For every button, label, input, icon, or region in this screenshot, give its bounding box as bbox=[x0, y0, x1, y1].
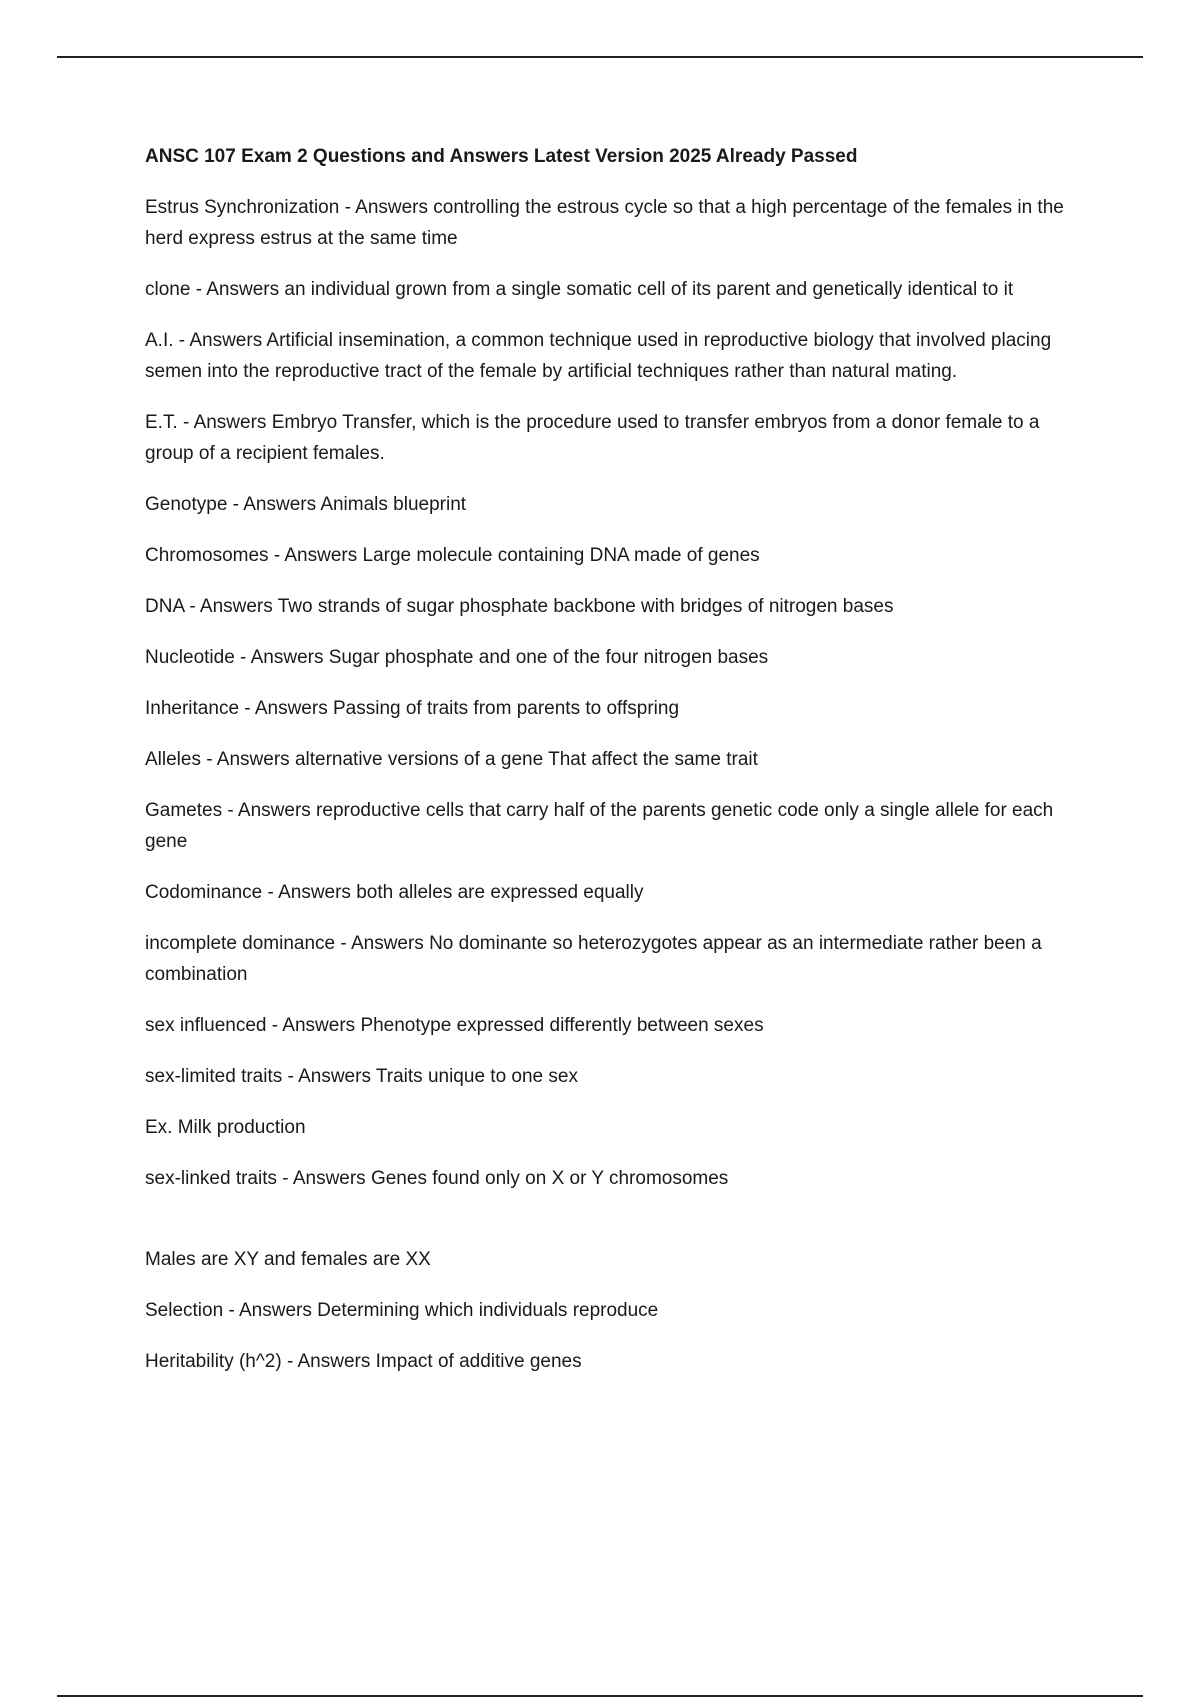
entry-dna: DNA - Answers Two strands of sugar phosphate backbone with bridges of nitrogen bases bbox=[145, 596, 894, 617]
entry-selection: Selection - Answers Determining which individuals reproduce bbox=[145, 1300, 659, 1321]
entry-artificial-insemination: A.I. - Answers Artificial insemination, a common technique used in reproductive biology that involved placing semen into the reproductive tract of the female by artificial techniques rather than natural mating. bbox=[145, 330, 1052, 382]
entry-sex-influenced: sex influenced - Answers Phenotype expressed differently between sexes bbox=[145, 1015, 764, 1036]
entry-inheritance: Inheritance - Answers Passing of traits from parents to offspring bbox=[145, 698, 680, 719]
entry-clone: clone - Answers an individual grown from a single somatic cell of its parent and genetically identical to it bbox=[145, 279, 1014, 300]
entry-gametes: Gametes - Answers reproductive cells that carry half of the parents genetic code only a single allele for each gene bbox=[145, 800, 1054, 852]
entry-example-milk-production: Ex. Milk production bbox=[145, 1117, 306, 1138]
entry-nucleotide: Nucleotide - Answers Sugar phosphate and one of the four nitrogen bases bbox=[145, 647, 769, 668]
entry-embryo-transfer: E.T. - Answers Embryo Transfer, which is the procedure used to transfer embryos from a donor female to a group of a recipient females. bbox=[145, 412, 1040, 464]
entry-codominance: Codominance - Answers both alleles are expressed equally bbox=[145, 882, 644, 903]
entry-sex-limited-traits: sex-limited traits - Answers Traits unique to one sex bbox=[145, 1066, 578, 1087]
entry-incomplete-dominance: incomplete dominance - Answers No dominante so heterozygotes appear as an intermediate rather been a combination bbox=[145, 933, 1042, 985]
header-rule bbox=[57, 56, 1143, 58]
entry-alleles: Alleles - Answers alternative versions of a gene That affect the same trait bbox=[145, 749, 758, 770]
document-title: ANSC 107 Exam 2 Questions and Answers Latest Version 2025 Already Passed bbox=[145, 146, 858, 167]
document-body bbox=[145, 142, 1090, 1397]
entry-chromosomes: Chromosomes - Answers Large molecule containing DNA made of genes bbox=[145, 545, 760, 566]
footer-rule bbox=[57, 1695, 1143, 1697]
entry-sex-linked-traits: sex-linked traits - Answers Genes found only on X or Y chromosomes bbox=[145, 1168, 729, 1189]
entry-genotype: Genotype - Answers Animals blueprint bbox=[145, 494, 467, 515]
entry-heritability: Heritability (h^2) - Answers Impact of additive genes bbox=[145, 1351, 582, 1372]
entry-males-females-note: Males are XY and females are XX bbox=[145, 1249, 431, 1270]
entry-estrus-synchronization: Estrus Synchronization - Answers controlling the estrous cycle so that a high percentage of the females in the herd express estrus at the same time bbox=[145, 197, 1064, 249]
